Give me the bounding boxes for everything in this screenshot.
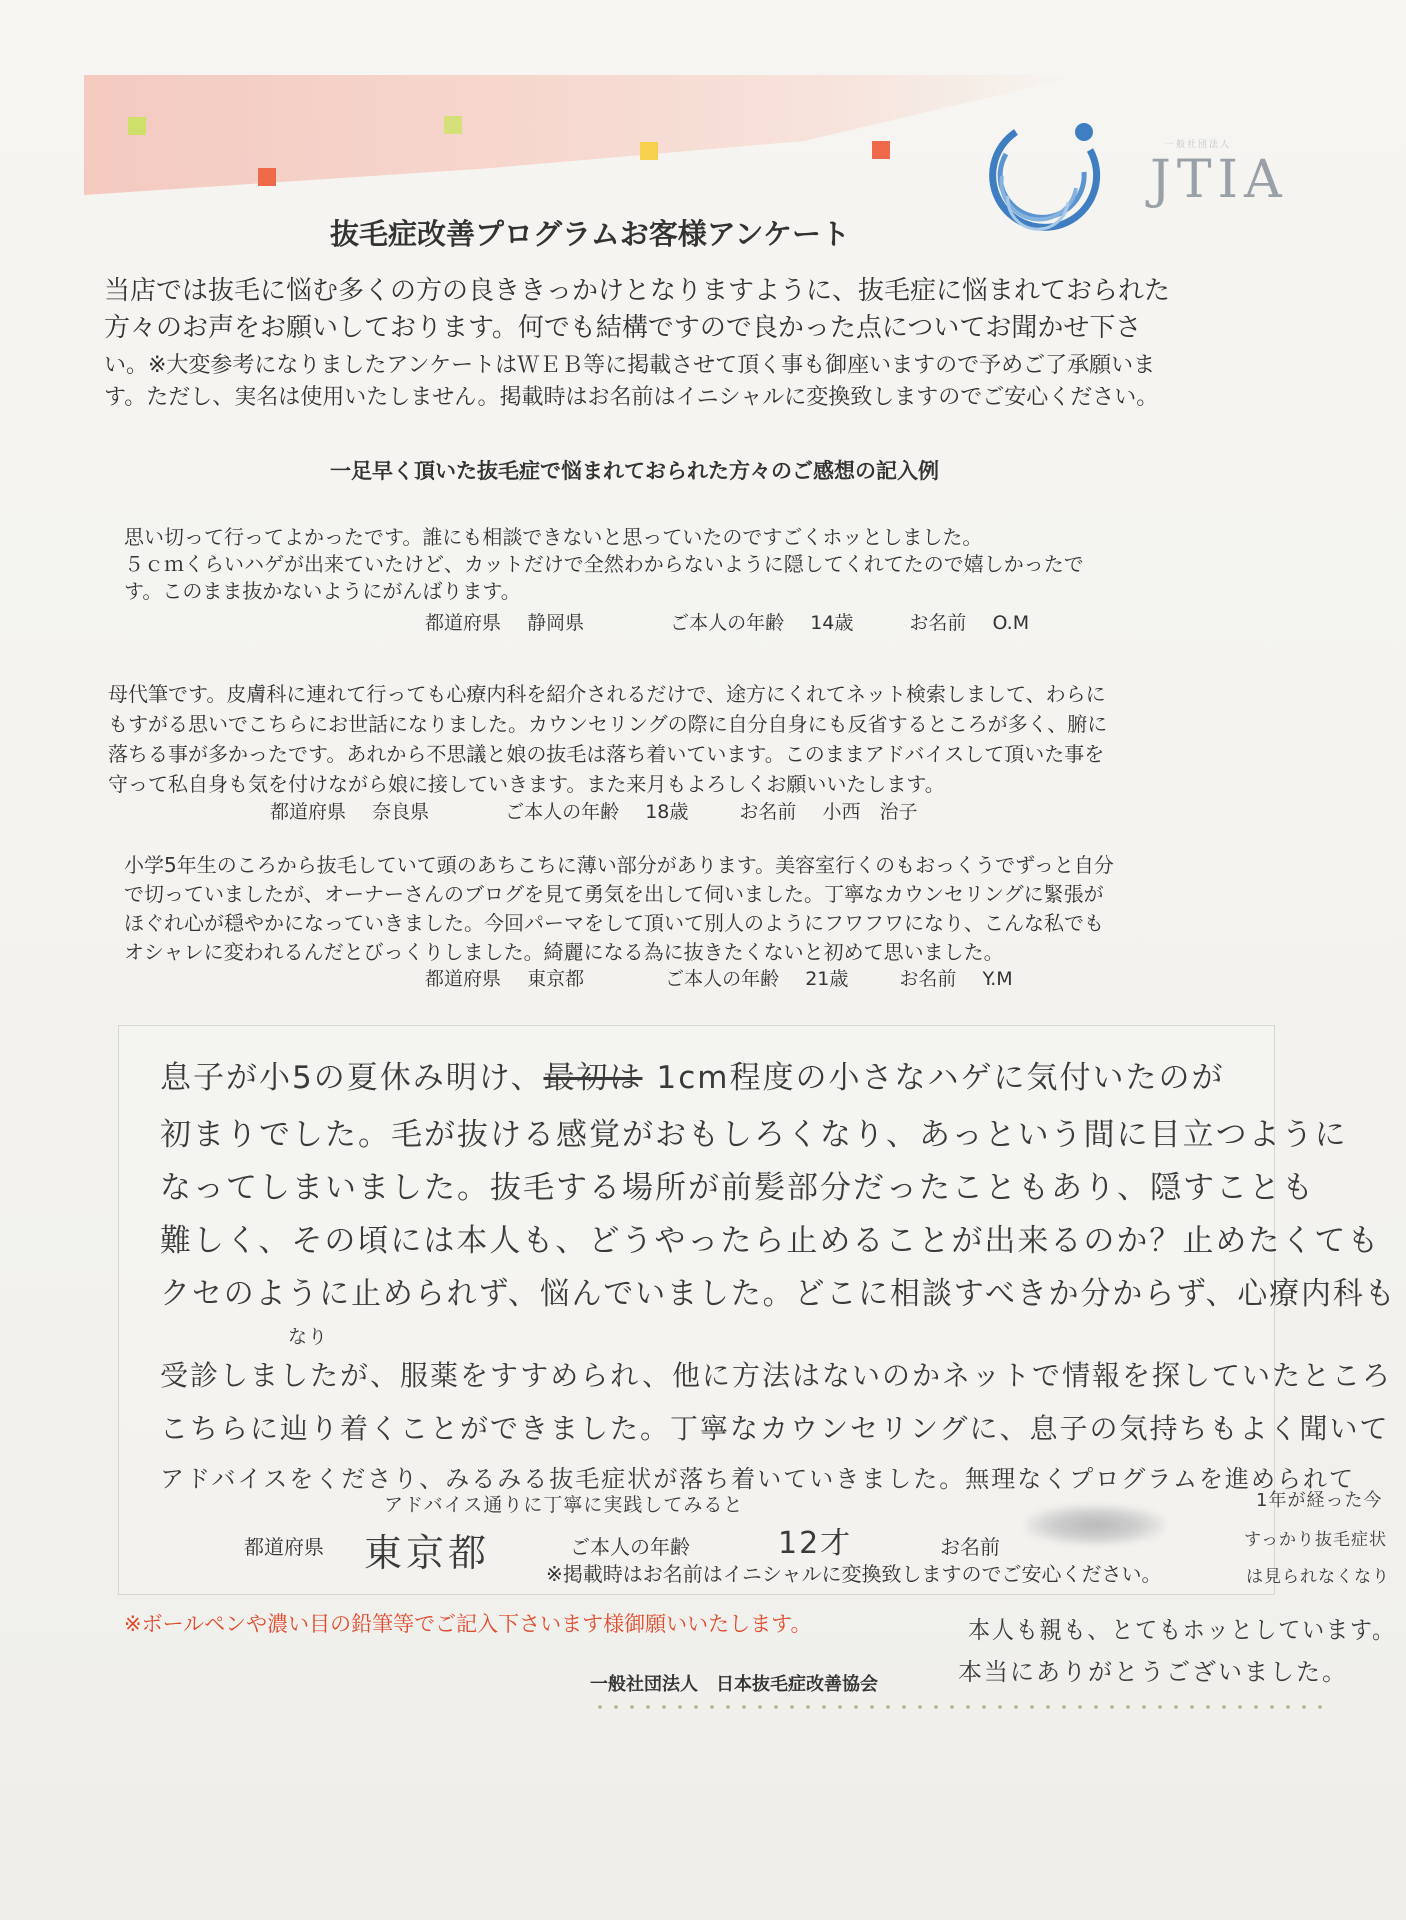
intro-line: す。ただし、実名は使用いたしません。掲載時はお名前はイニシャルに変換致しますのでご安心ください。 (104, 385, 1159, 410)
intro-line: い。※大変参考になりましたアンケートはＷＥＢ等に掲載させて頂く事も御座いますので予めご了承願いま (104, 353, 1156, 378)
struck-text: 最初は (543, 1060, 643, 1096)
age-value: 18歳 (645, 801, 689, 823)
handwritten-line: なってしまいました。抜毛する場所が前髪部分だったこともあり、隠すことも (160, 1170, 1315, 1206)
dotted-divider (592, 1705, 1332, 1709)
header-banner (84, 75, 1084, 195)
examples-heading: 一足早く頂いた抜毛症で悩まれておられた方々のご感想の記入例 (330, 459, 939, 483)
page-title: 抜毛症改善プログラムお客様アンケート (330, 217, 850, 251)
organization-name: 一般社団法人 日本抜毛症改善協会 (590, 1674, 878, 1695)
example-line: ほぐれ心が穏やかになっていきました。今回パーマをして頂いて別人のようにフワフワになり、こんな私でも (124, 911, 1104, 935)
logo-text: JTIA (1150, 150, 1288, 210)
handwritten-line: 本当にありがとうございました。 (958, 1658, 1348, 1686)
example-meta (425, 964, 1013, 991)
intro-line: 当店では抜毛に悩む多くの方の良ききっかけとなりますように、抜毛症に悩まれておられた (104, 276, 1171, 306)
example-meta (270, 797, 918, 824)
name-label: お名前 (739, 801, 797, 823)
example-line: 落ちる事が多かったです。あれから不思議と娘の抜毛は落ち着いています。このままアドバイスして頂いた事を (108, 742, 1105, 766)
name-value: 小西 治子 (822, 801, 918, 823)
decor-square (128, 117, 146, 135)
age-value: 14歳 (810, 612, 854, 634)
age-label: ご本人の年齢 (570, 1535, 690, 1559)
jtia-logo-icon (980, 110, 1110, 240)
example-line: 思い切って行ってよかったです。誰にも相談できないと思っていたのですごくホッとしました。 (124, 525, 983, 549)
pref-handwritten: 東京都 (364, 1531, 491, 1575)
age-value: 21歳 (805, 968, 849, 990)
pen-instruction: ※ボールペンや濃い目の鉛筆等でご記入下さいます様御願いいたします。 (124, 1612, 812, 1636)
intro-line: 方々のお声をお願いしております。何でも結構ですので良かった点についてお聞かせ下さ (104, 313, 1142, 343)
pref-value: 奈良県 (372, 801, 430, 823)
handwritten-margin: 1年が経った今 (1256, 1490, 1383, 1511)
age-label: ご本人の年齢 (665, 968, 780, 990)
example-line: オシャレに変われるんだとびっくりしました。綺麗になる為に抜きたくないと初めて思いました。 (124, 940, 1004, 964)
example-line: 守って私自身も気を付けながら娘に接していきます。また来月もよろしくお願いいたします。 (108, 772, 945, 796)
decor-square (444, 116, 462, 134)
example-line: もすがる思いでこちらにお世話になりました。カウンセリングの際に自分自身にも反省するところが多く、腑に (108, 712, 1108, 736)
pref-label: 都道府県 (425, 612, 502, 634)
age-label: ご本人の年齢 (670, 612, 785, 634)
name-label: お名前 (899, 968, 957, 990)
example-line: 母代筆です。皮膚科に連れて行っても心療内科を紹介されるだけで、途方にくれてネット検索しまして、わらに (108, 682, 1106, 706)
handwritten-line: こちらに辿り着くことができました。丁寧なカウンセリングに、息子の気持ちもよく聞いて (160, 1412, 1390, 1445)
pref-label: 都道府県 (425, 968, 502, 990)
name-value: O.M (992, 612, 1030, 634)
handwritten-margin: は見られなくなり (1246, 1567, 1390, 1587)
decor-square (872, 141, 890, 159)
name-value: Y.M (982, 968, 1013, 990)
handwritten-margin: すっかり抜毛症状 (1244, 1530, 1387, 1550)
example-line: で切っていましたが、オーナーさんのブログを見て勇気を出して伺いました。丁寧なカウンセリングに緊張が (124, 882, 1104, 906)
age-handwritten: 12才 (778, 1526, 853, 1561)
handwritten-line: 初まりでした。毛が抜ける感覚がおもしろくなり、あっという間に目立つように (160, 1117, 1348, 1153)
privacy-note: ※掲載時はお名前はイニシャルに変換致しますのでご安心ください。 (546, 1562, 1162, 1586)
handwritten-line: アドバイスをくださり、みるみる抜毛症状が落ち着いていきました。無理なくプログラムを進められて (160, 1465, 1356, 1493)
handwritten-line: 本人も親も、とてもホッとしています。 (968, 1616, 1396, 1644)
handwritten-line (160, 1052, 1224, 1097)
pref-label: 都道府県 (270, 801, 347, 823)
pref-value: 静岡県 (527, 612, 585, 634)
example-line: す。このまま抜かないようにがんばります。 (124, 579, 521, 603)
redacted-name (1025, 1505, 1165, 1545)
decor-square (640, 142, 658, 160)
example-meta (425, 608, 1029, 635)
pref-value: 東京都 (527, 968, 585, 990)
example-line: ５ｃｍくらいハゲが出来ていたけど、カットだけで全然わからないように隠してくれてたので嬉しかったで (124, 552, 1084, 576)
handwritten-line: 難しく、その頃には本人も、どうやったら止めることが出来るのか？止めたくても (160, 1223, 1381, 1259)
example-line: 小学5年生のころから抜毛していて頭のあちこちに薄い部分があります。美容室行くのもおっくうでずっと自分 (124, 853, 1114, 877)
name-label: お名前 (940, 1535, 1000, 1559)
handwritten-text: 1cm程度の小さなハゲに気付いたのが (656, 1060, 1225, 1096)
handwritten-insertion: アドバイス通りに丁寧に実践してみると (384, 1494, 744, 1516)
name-label: お名前 (909, 612, 967, 634)
age-label: ご本人の年齢 (505, 801, 620, 823)
decor-square (258, 168, 276, 186)
handwritten-line: 受診しましたが、服薬をすすめられ、他に方法はないのかネットで情報を探していたところ (160, 1359, 1392, 1392)
handwritten-insertion: なり (288, 1326, 329, 1348)
handwritten-line: クセのように止められず、悩んでいました。どこに相談すべきか分からず、心療内科も (160, 1276, 1397, 1312)
handwritten-text: 息子が小5の夏休み明け、 (160, 1060, 544, 1096)
pref-label: 都道府県 (244, 1535, 324, 1559)
logo-subtitle: 一般社団法人 (1165, 140, 1232, 150)
